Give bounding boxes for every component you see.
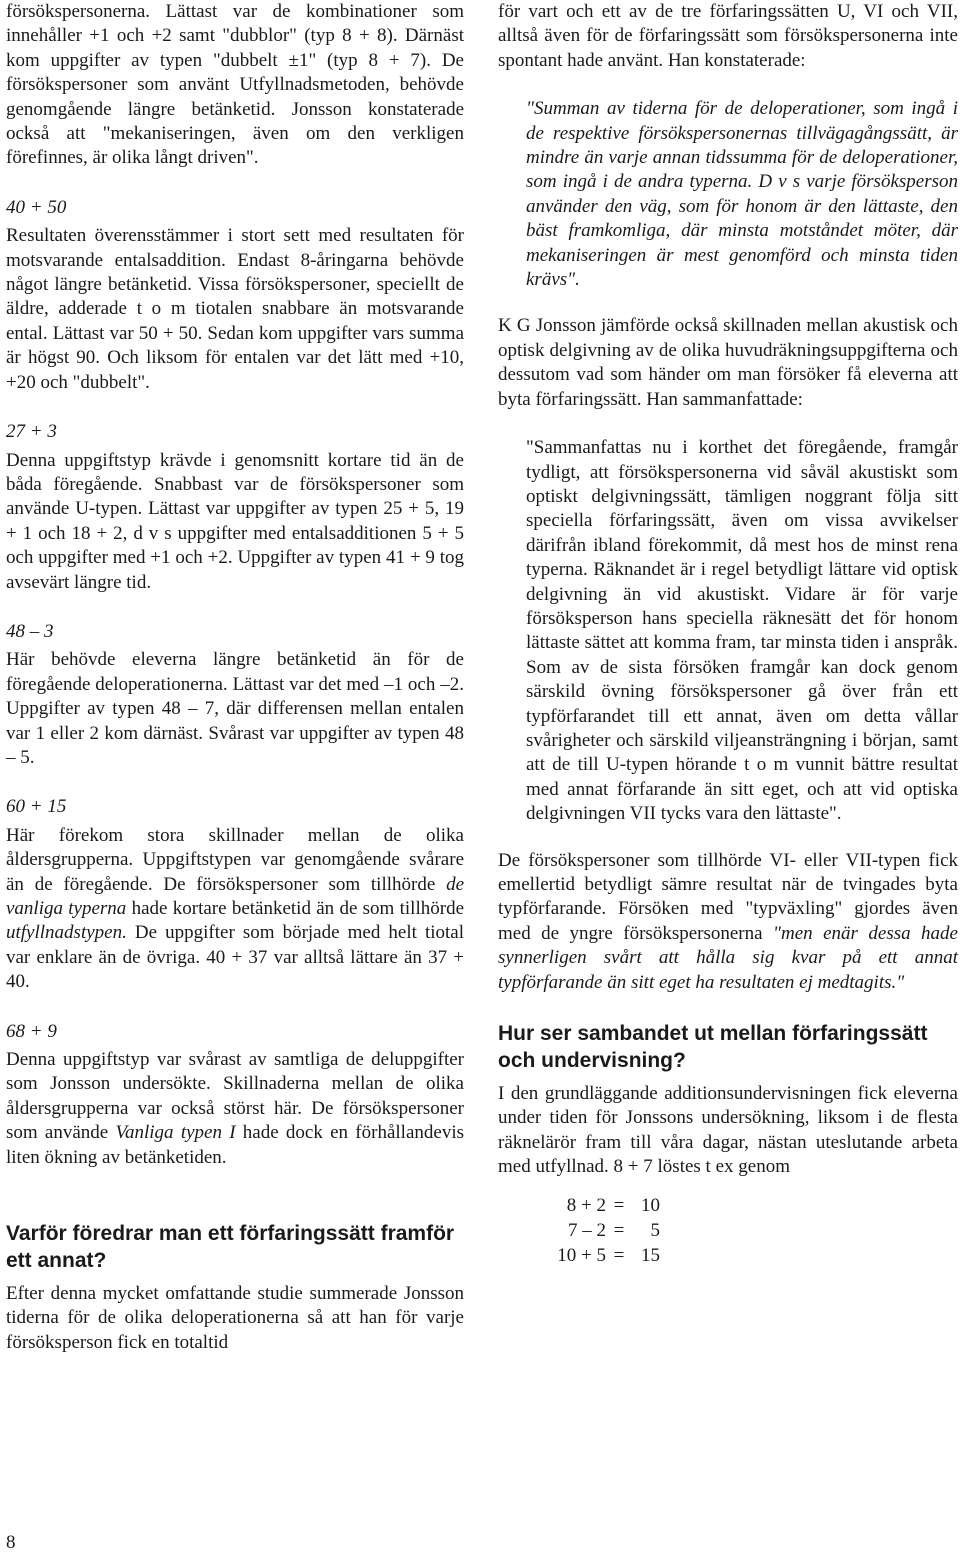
sum-rhs: 15 — [641, 1244, 660, 1266]
sum-eq: = — [613, 1219, 625, 1241]
section-title-60-15: 60 + 15 — [6, 796, 67, 818]
paragraph-additionsundervisning: I den grundläggande additionsundervisningen fick eleverna under tiden för Jonssons undersökning, liksom i de flesta räknelärör fram till våra dagar, nästan uteslutande arbeta med utfyllnad. 8 + 7 löstes t ex genom — [498, 1083, 958, 1178]
sum-lhs: 7 – 2 — [568, 1219, 606, 1241]
section-heading-right: Hur ser sambandet ut mellan förfaringssätt och undervisning? — [498, 1022, 928, 1073]
section-text-68-9: Denna uppgiftstyp var svårast av samtliga de deluppgifter som Jonsson undersökte. Skillnaderna mellan de olika åldersgrupperna var också störst här. De försökspersoner som använde Vanliga typen I hade dock en förhållandevis liten ökning av betänketiden. — [6, 1049, 464, 1168]
intro-paragraph: försökspersonerna. Lättast var de kombinationer som innehåller +1 och +2 samt "dubblor" (typ 8 + 8). Därnäst kom uppgifter av typen "dubbelt ±1" (typ 8 + 7). De försökspersoner som använt Utfyllnadsmetoden, behövde genomgående längre betänketid. Jonsson konstaterade också att "mekaniseringen, även om den verkligen förefinnes, är olika långt driven". — [6, 1, 464, 169]
emphasis-quote-inline: "men enär dessa hade synnerligen svårt att hålla sig kvar på ett annat typförfarande än sitt eget ha resultaten ej medtagits." — [498, 922, 958, 993]
section-title-48-3: 48 – 3 — [6, 620, 54, 642]
sum-rhs: 5 — [650, 1219, 660, 1241]
emphasis-vanliga-typen-i: Vanliga typen I — [115, 1122, 236, 1144]
right-column — [498, 0, 958, 1269]
emphasis-utfyllnadstypen: utfyllnadstypen. — [6, 922, 127, 944]
sum-rhs: 10 — [641, 1194, 660, 1216]
quote-text-2: "Sammanfattas nu i korthet det föregående, framgår tydligt, att försökspersonerna vid såväl akustiskt som optiskt delgivningssätt, tämligen noggrant följa sitt speciella förfaringssätt, även om vissa avvikelser därifrån ibland förekommit, då mest hos de minst rena typerna. Räknandet är i regel betydligt lättare vid optisk delgivning än vid akustiskt. Vidare är för varje försöksperson hans speciella räknesätt det för honom lättaste sättet att komma fram, tar minsta tiden i anspråk. Som av de sista försöken framgår kan dock genom särskild övning försökspersoner gå över från ett typförfarandet till ett annat, även om detta vållar svårigheter och särskild viljeansträngning i början, samt att de till U-typen hörande t o m vunnit bättre resultat med annat förfarande än sitt eget, och att vid optiska delgivningen VII tycks vara den lättaste". — [526, 437, 958, 825]
paragraph-jonsson-comparison: K G Jonsson jämförde också skillnaden mellan akustisk och optisk delgivning av de olika huvudräkningsuppgifterna och dessutom vad som händer om man försöker få eleverna att byta förfaringssätt. Han sammanfattade: — [498, 315, 958, 410]
emphasis-vanliga-typerna: de vanliga typerna — [6, 873, 464, 919]
section-title-40-50: 40 + 50 — [6, 196, 67, 218]
quote-block-2 — [526, 436, 958, 827]
sum-row — [520, 1244, 958, 1269]
section-title-27-3: 27 + 3 — [6, 421, 57, 443]
left-column — [6, 0, 464, 1355]
paragraph-typvaxling: De försökspersoner som tillhörde VI- eller VII-typen fick emellertid betydligt sämre resultat när de tvingades byta typförfarande. Försöken med "typväxling" gjordes även med de yngre försökspersonerna "men enär dessa hade synnerligen svårt att hålla sig kvar på ett annat typförfarande än sitt eget ha resultaten ej medtagits." — [498, 849, 958, 993]
right-intro-paragraph: för vart och ett av de tre förfaringssätten U, VI och VII, alltså även för de förfaringssätt som försökspersonerna inte spontant hade använt. Han konstaterade: — [498, 1, 958, 71]
sum-row — [520, 1194, 958, 1219]
sum-lhs: 8 + 2 — [566, 1194, 606, 1216]
section-text-27-3: Denna uppgiftstyp krävde i genomsnitt kortare tid än de båda föregående. Snabbast var de försökspersoner som använde U-typen. Lättast var uppgifter av typen 25 + 5, 19 + 1 och 18 + 2, d v s uppgifter med entalsadditionen 5 + 5 och uppgifter med +1 och +2. Uppgifter av typen 41 + 9 tog avsevärt längre tid. — [6, 449, 464, 593]
page-number: 8 — [6, 1532, 16, 1553]
sum-lhs: 10 + 5 — [557, 1244, 606, 1266]
closing-paragraph: Efter denna mycket omfattande studie summerade Jonsson tiderna för de olika deloperationerna så att han för varje försöksperson fick en totaltid — [6, 1283, 464, 1353]
sum-row — [520, 1219, 958, 1244]
quote-block-1 — [526, 97, 958, 292]
section-text-48-3: Här behövde eleverna längre betänketid än för de föregående deloperationerna. Lättast var det med –1 och –2. Uppgifter av typen 48 – 7, där differensen mellan entalen var 1 eller 2 kom därnäst. Svårast var uppgifter av typen 48 – 5. — [6, 649, 464, 768]
sum-example-block — [520, 1194, 958, 1269]
section-heading-left: Varför föredrar man ett förfaringssätt framför ett annat? — [6, 1222, 455, 1273]
sum-eq: = — [613, 1244, 625, 1266]
section-title-68-9: 68 + 9 — [6, 1020, 57, 1042]
quote-text-1: "Summan av tiderna för de deloperationer, som ingå i de respektive försökspersonernas tillvägagångssätt, är mindre än varje annan tidssumma för de deloperationer, som ingå i de andra typerna. D v s varje försöksperson använder den väg, som för honom är den lättaste, den bäst framkomliga, där minsta motståndet möter, där mekaniseringen är mest genomförd och minsta tiden krävs". — [526, 98, 958, 291]
section-text-40-50: Resultaten överensstämmer i stort sett med resultaten för motsvarande entalsaddition. Endast 8-åringarna behövde något längre betänketid. Vissa försökspersoner, speciellt de äldre, adderade t o m tiotalen snabbare än motsvarande ental. Lättast var 50 + 50. Sedan kom uppgifter vars summa är högst 90. Och liksom för entalen var det lätt med +10, +20 och "dubbelt". — [6, 225, 464, 393]
sum-eq: = — [613, 1194, 625, 1216]
section-text-60-15: Här förekom stora skillnader mellan de olika åldersgrupperna. Uppgiftstypen var genomgående svårare än de föregående. De försökspersoner som tillhörde de vanliga typerna hade kortare betänketid än de som tillhörde utfyllnadstypen. De uppgifter som började med helt tiotal var enklare än de övriga. 40 + 37 var alltså lättare än 37 + 40. — [6, 824, 464, 993]
